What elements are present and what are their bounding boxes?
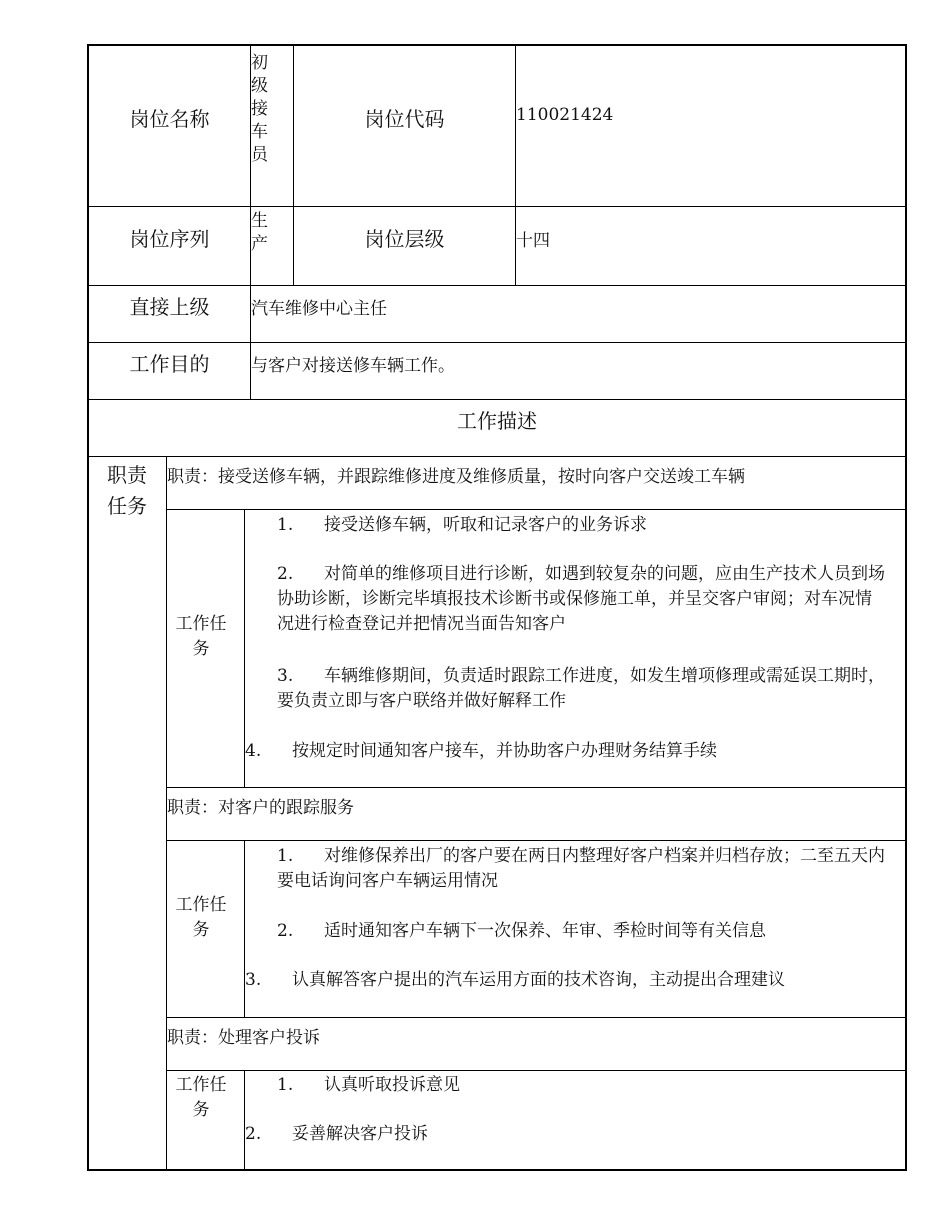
task-item xyxy=(277,919,887,944)
task-text: 适时通知客户车辆下一次保养、年审、季检时间等有关信息 xyxy=(324,921,766,941)
task-number: 1. xyxy=(277,1075,294,1095)
task-label: 工作任务 xyxy=(175,1075,227,1120)
row-divider xyxy=(166,1070,907,1071)
task-text: 认真解答客户提出的汽车运用方面的技术咨询，主动提出合理建议 xyxy=(292,970,785,990)
row-divider xyxy=(166,787,907,788)
task-item xyxy=(277,513,887,538)
section-title: 工作描述 xyxy=(457,409,537,433)
duty-title: 职责：处理客户投诉 xyxy=(167,1028,320,1048)
row-divider xyxy=(166,840,907,841)
task-item xyxy=(277,844,887,894)
task-text: 对简单的维修项目进行诊断，如遇到较复杂的问题，应由生产技术人员到场协助诊断，诊断完毕填报技术诊断书或保修施工单，并呈交客户审阅；对车况情况进行检查登记并把情况当面告知客户 xyxy=(277,564,885,634)
sequence-label: 岗位序列 xyxy=(129,227,210,251)
task-item xyxy=(277,562,887,637)
row-divider xyxy=(87,399,907,400)
task-text: 接受送修车辆，听取和记录客户的业务诉求 xyxy=(324,515,647,535)
row-divider xyxy=(87,285,907,286)
duty-title: 职责：对客户的跟踪服务 xyxy=(167,798,354,818)
task-text: 对维修保养出厂的客户要在两日内整理好客户档案并归档存放；二至五天内要电话询问客户车辆运用情况 xyxy=(277,846,885,891)
row-divider xyxy=(166,1017,907,1018)
task-item xyxy=(277,1073,887,1098)
position-name-label: 岗位名称 xyxy=(129,107,210,131)
purpose-value: 与客户对接送修车辆工作。 xyxy=(251,356,455,376)
supervisor-value: 汽车维修中心主任 xyxy=(251,299,387,319)
col-divider xyxy=(244,1070,245,1170)
row-divider xyxy=(166,509,907,510)
task-number: 3. xyxy=(277,666,294,686)
row-divider xyxy=(87,206,907,207)
task-text: 认真听取投诉意见 xyxy=(324,1075,460,1095)
task-number: 2. xyxy=(245,1124,262,1144)
table-border-right xyxy=(905,44,907,1171)
sequence-value: 生产 xyxy=(251,211,268,254)
duties-label: 职责任务 xyxy=(107,463,147,518)
task-number: 3. xyxy=(245,970,262,990)
level-label: 岗位层级 xyxy=(364,227,445,251)
level-value: 十四 xyxy=(516,231,550,251)
position-name-value: 初级接车员 xyxy=(251,53,268,165)
position-code-label: 岗位代码 xyxy=(364,107,445,131)
task-item xyxy=(245,739,885,764)
position-code-value: 110021424 xyxy=(516,105,614,125)
task-number: 1. xyxy=(277,846,294,866)
task-item xyxy=(245,1122,885,1147)
task-text: 妥善解决客户投诉 xyxy=(292,1124,428,1144)
table-border-top xyxy=(87,44,907,46)
row-divider xyxy=(87,456,907,457)
supervisor-label: 直接上级 xyxy=(129,295,210,319)
duty-title: 职责：接受送修车辆，并跟踪维修进度及维修质量，按时向客户交送竣工车辆 xyxy=(167,467,745,487)
task-label: 工作任务 xyxy=(175,895,227,940)
task-label: 工作任务 xyxy=(175,614,227,659)
task-number: 2. xyxy=(277,564,294,584)
row-divider xyxy=(87,342,907,343)
task-item xyxy=(277,664,887,714)
task-number: 1. xyxy=(277,515,294,535)
task-number: 2. xyxy=(277,921,294,941)
purpose-label: 工作目的 xyxy=(129,352,210,376)
task-text: 按规定时间通知客户接车，并协助客户办理财务结算手续 xyxy=(292,741,717,761)
table-border-left xyxy=(87,44,89,1171)
task-text: 车辆维修期间，负责适时跟踪工作进度，如发生增项修理或需延误工期时，要负责立即与客户联络并做好解释工作 xyxy=(277,666,885,711)
task-number: 4. xyxy=(245,741,262,761)
table-border-bottom xyxy=(87,1169,907,1171)
task-item xyxy=(245,968,885,993)
